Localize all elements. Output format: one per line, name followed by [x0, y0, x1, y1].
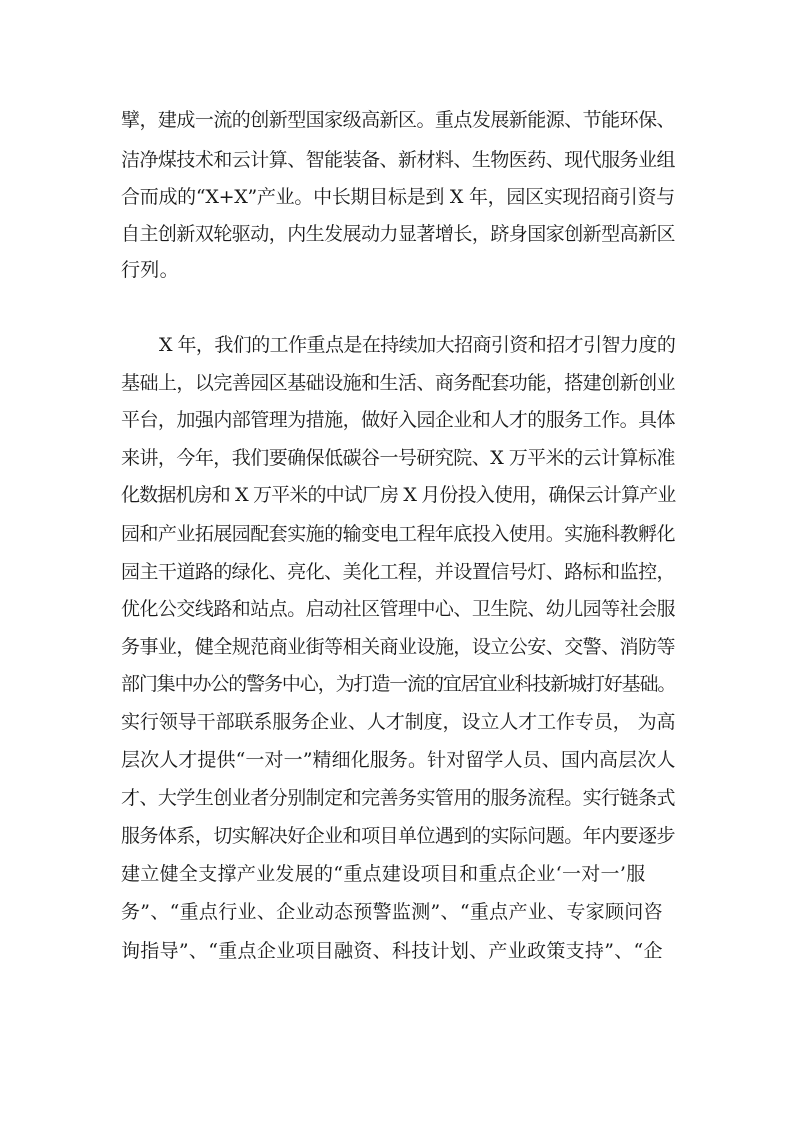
paragraph-2-line-9: 务事业，健全规范商业街等相关商业设施，设立公安、交警、消防等	[121, 636, 676, 658]
paragraph-2-line-8: 优化公交线路和站点。启动社区管理中心、卫生院、幼儿园等社会服	[121, 598, 676, 620]
paragraph-1-line-5: 行列。	[121, 259, 179, 281]
paragraph-2-line-4: 来讲，今年，我们要确保低碳谷一号研究院、X 万平米的云计算标准	[121, 447, 675, 469]
paragraph-1-line-2: 洁净煤技术和云计算、智能装备、新材料、生物医药、现代服务业组	[121, 149, 676, 171]
paragraph-2-line-5: 化数据机房和 X 万平米的中试厂房 X 月份投入使用，确保云计算产业	[121, 484, 676, 506]
paragraph-1-line-3: 合而成的“X+X”产业。中长期目标是到 X 年，园区实现招商引资与	[121, 186, 675, 208]
paragraph-2-line-3: 平台，加强内部管理为措施，做好入园企业和人才的服务工作。具体	[121, 409, 676, 431]
paragraph-1-line-4: 自主创新双轮驱动，内生发展动力显著增长，跻身国家创新型高新区	[121, 223, 676, 245]
paragraph-2-line-14: 服务体系，切实解决好企业和项目单位遇到的实际问题。年内要逐步	[121, 825, 676, 847]
paragraph-2-line-12: 层次人才提供“一对一”精细化服务。针对留学人员、国内高层次人	[121, 749, 676, 771]
paragraph-2-line-16: 务”、“重点行业、企业动态预警监测”、“重点产业、专家顾问咨	[121, 901, 663, 923]
paragraph-2-line-6: 园和产业拓展园配套实施的输变电工程年底投入使用。实施科教孵化	[121, 523, 676, 545]
paragraph-2-line-15: 建立健全支撑产业发展的“重点建设项目和重点企业‘一对一’服	[121, 863, 646, 885]
paragraph-2-line-10: 部门集中办公的警务中心，为打造一流的宜居宜业科技新城打好基础。	[121, 673, 676, 695]
paragraph-2-line-2: 基础上，以完善园区基础设施和生活、商务配套功能，搭建创新创业	[121, 372, 676, 394]
paragraph-2-line-11: 实行领导干部联系服务企业、人才制度，设立人才工作专员， 为高	[121, 711, 676, 733]
paragraph-2-line-7: 园主干道路的绿化、亮化、美化工程，并设置信号灯、路标和监控，	[121, 561, 676, 583]
paragraph-2-line-17: 询指导”、“重点企业项目融资、科技计划、产业政策支持”、“企	[121, 940, 663, 962]
paragraph-2-line-1: X 年，我们的工作重点是在持续加大招商引资和招才引智力度的	[159, 334, 676, 356]
paragraph-2-line-13: 才、大学生创业者分别制定和完善务实管用的服务流程。实行链条式	[121, 787, 676, 809]
paragraph-1-line-1: 擘，建成一流的创新型国家级高新区。重点发展新能源、节能环保、	[121, 109, 676, 131]
